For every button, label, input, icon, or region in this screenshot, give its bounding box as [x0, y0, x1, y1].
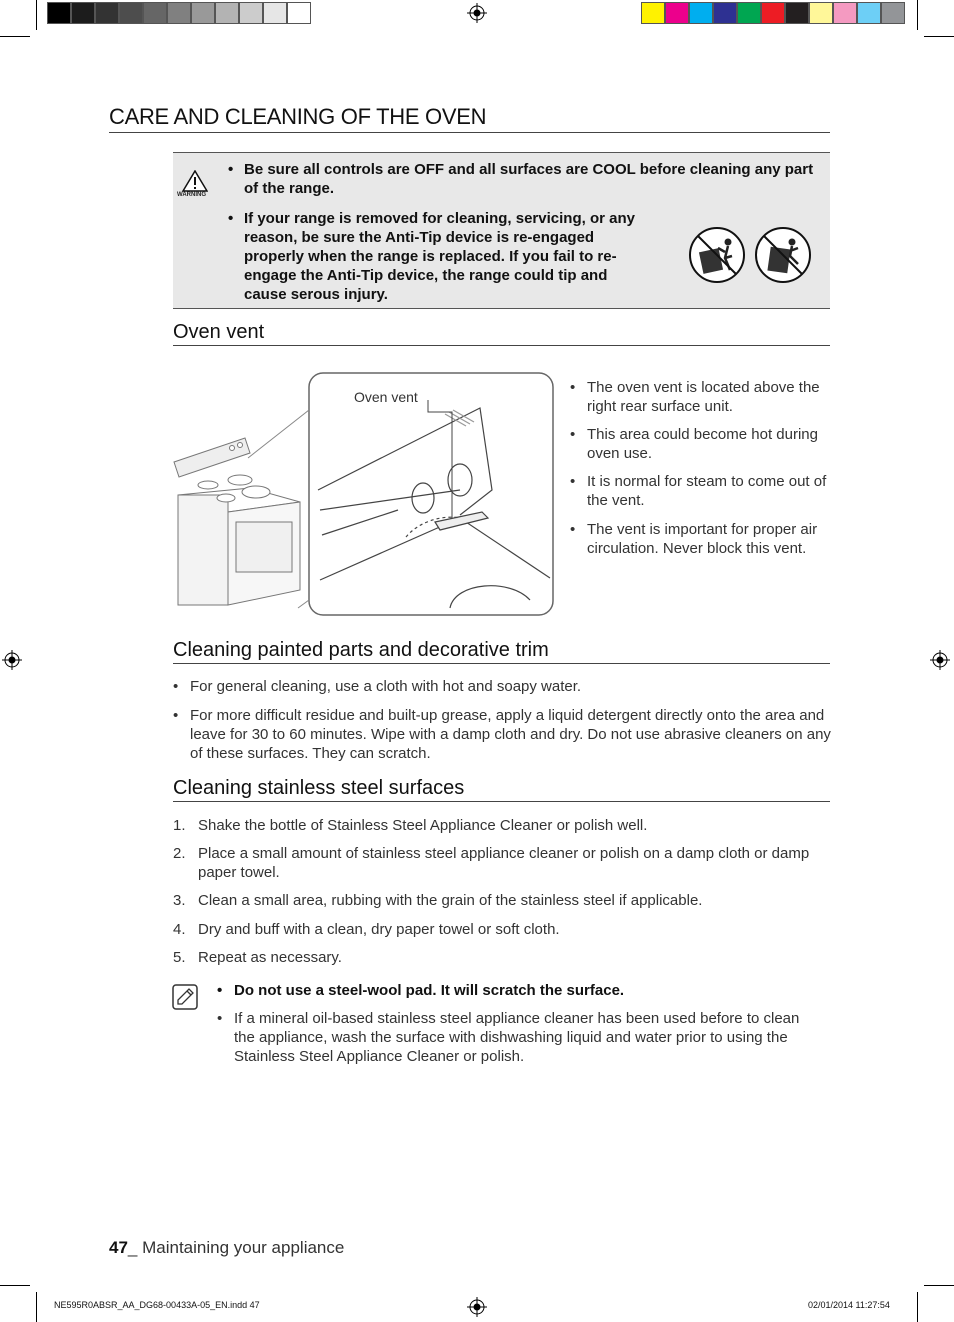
list-item: • For more difficult residue and built-up grease, apply a liquid detergent directly onto the area and leave for 30 to 60 minutes. Wipe with a damp cloth and dry. Do not use abrasive cleaners on any of these surfaces. They can scratch.: [173, 707, 831, 762]
section-heading-painted-parts: Cleaning painted parts and decorative trim: [173, 639, 830, 664]
no-climbing-icon: [754, 226, 812, 284]
warning-triangle-icon: [182, 170, 208, 192]
note-item: • If a mineral oil-based stainless steel appliance cleaner has been used before to clean the appliance, wash the surface with dishwashing liquid and water prior to using the Stainless Steel Appliance Cleaner or polish.: [217, 1010, 800, 1065]
crop-mark: [36, 1292, 37, 1322]
color-swatch: [47, 2, 71, 24]
color-swatch: [191, 2, 215, 24]
color-swatch: [641, 2, 665, 24]
color-swatch: [881, 2, 905, 24]
crop-mark: [36, 0, 37, 30]
footer-section: _ Maintaining your appliance: [127, 1238, 345, 1257]
list-item: 5. Repeat as necessary.: [173, 949, 342, 966]
color-swatch: [857, 2, 881, 24]
list-item: • It is normal for steam to come out of the vent.: [570, 473, 827, 509]
warning-label: WARNING: [177, 192, 206, 198]
warning-item: • If your range is removed for cleaning, servicing, or any reason, be sure the Anti-Tip device is re-engaged properly when the range is replaced. If you fail to re-engage the Anti-Tip device, the range could tip and cause serous injury.: [228, 210, 635, 303]
list-item: • For general cleaning, use a cloth with hot and soapy water.: [173, 678, 582, 695]
warning-item: • Be sure all controls are OFF and all surfaces are COOL before cleaning any part of the range.: [228, 161, 814, 197]
registration-mark-icon: [2, 650, 22, 670]
list-item: • The oven vent is located above the right rear surface unit.: [570, 379, 820, 415]
oven-vent-illustration: [170, 370, 560, 620]
no-tipping-icon: [688, 226, 746, 284]
color-swatch: [287, 2, 311, 24]
list-item: 3. Clean a small area, rubbing with the grain of the stainless steel if applicable.: [173, 892, 703, 909]
crop-mark: [0, 36, 30, 37]
color-swatch: [167, 2, 191, 24]
color-swatch: [761, 2, 785, 24]
crop-mark: [924, 1285, 954, 1286]
crop-mark: [0, 1285, 30, 1286]
warning-box: [173, 152, 830, 309]
crop-mark: [924, 36, 954, 37]
color-swatch: [239, 2, 263, 24]
color-swatch: [833, 2, 857, 24]
color-swatch: [713, 2, 737, 24]
note-item: • Do not use a steel-wool pad. It will scratch the surface.: [217, 982, 625, 999]
page-title: CARE AND CLEANING OF THE OVEN: [109, 104, 830, 133]
list-item: 1. Shake the bottle of Stainless Steel Appliance Cleaner or polish well.: [173, 817, 648, 834]
note-pencil-icon: [172, 984, 198, 1010]
list-item: 4. Dry and buff with a clean, dry paper towel or soft cloth.: [173, 921, 560, 938]
registration-mark-icon: [467, 3, 487, 23]
color-swatch: [737, 2, 761, 24]
page-footer: [109, 1238, 344, 1258]
color-swatch: [71, 2, 95, 24]
slug-timestamp: 02/01/2014 11:27:54: [808, 1300, 890, 1310]
color-swatch: [119, 2, 143, 24]
color-swatch: [809, 2, 833, 24]
registration-mark-icon: [930, 650, 950, 670]
slug-file: NE595R0ABSR_AA_DG68-00433A-05_EN.indd 47: [54, 1300, 260, 1310]
registration-mark-icon: [467, 1297, 487, 1317]
crop-mark: [917, 1292, 918, 1322]
color-swatch: [95, 2, 119, 24]
color-swatch: [215, 2, 239, 24]
section-heading-oven-vent: Oven vent: [173, 321, 830, 346]
color-swatch: [263, 2, 287, 24]
color-swatch: [785, 2, 809, 24]
color-swatch: [143, 2, 167, 24]
color-swatch: [689, 2, 713, 24]
list-item: 2. Place a small amount of stainless steel appliance cleaner or polish on a damp cloth or damp paper towel.: [173, 845, 810, 881]
list-item: • The vent is important for proper air circulation. Never block this vent.: [570, 521, 818, 557]
section-heading-stainless-steel: Cleaning stainless steel surfaces: [173, 777, 830, 802]
list-item: • This area could become hot during oven use.: [570, 426, 818, 462]
color-swatch: [665, 2, 689, 24]
page-number: 47: [109, 1238, 128, 1257]
crop-mark: [917, 0, 918, 30]
oven-vent-callout-label: Oven vent: [354, 389, 418, 405]
